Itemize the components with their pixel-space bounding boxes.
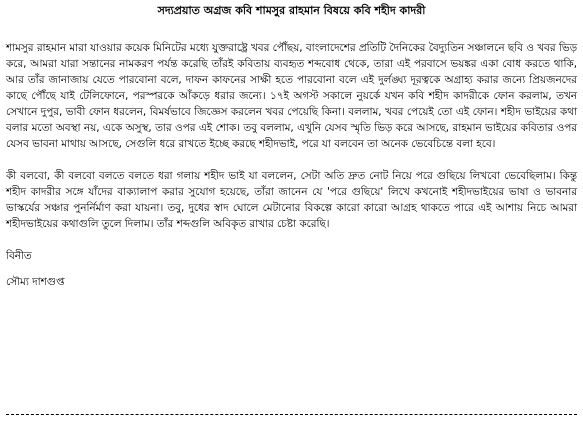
paragraph-intro: শামসুর রাহমান মারা যাওয়ার কয়েক মিনিটের মধ্যে যুক্তরাষ্ট্রে খবর পৌঁছয়, বাংলাদেশের প্রতিটি দৈনিকের বৈদ্যুতিন সঞ্চালনে ছবি ও খবর ভিড় করে, আমরা যারা সন্তানের নামকরণ পর্যন্ত করেছি তাঁরই কবিতায় ব্যবহৃত শব্দবোধ থেকে, তারা এই পরবাসে ভয়ঙ্কর একা বোধ করতে থাকি, আর তাঁর জানাজায় যেতে পারবোনা বলে, দাফন কাফনের সাক্ষী হতে পারবোনা বলে এই দুর্লঙ্ঘ্য দূরত্বকে অগ্রাহ্য করার জন্যে প্রিয়জনদের কাছে পৌঁছে যাই টেলিফোনে, পরস্পরকে আঁকড়ে ধরার জন্যে। ১৭ই অগস্ট সকালে নুয়র্কে যখন কবি শহীদ কাদরীকে ফোন করলাম, তখন সেখানে দুপুর, ভাবী ফোন ধরলেন, বিমর্ষভাবে জিজ্ঞেস করলেন খবর পেয়েছি কিনা। বললাম, খবর পেয়েই তো এই ফোন। শহীদ ভাইয়ের কথা বলার মতো অবস্থা নয়, একে অসুস্থ, তার ওপর এই শোক। তবু বললাম, এখুনি যেসব স্মৃতি ভিড় করে আসছে, রাহমান ভাইয়ের কবিতার ওপর যেসব ভাবনা মাথায় আসছে, সেগুলি ধরে রাখতে ইচ্ছে করছে শহীদভাই, পরে যা বলবেন তা অনেক ভেবেচিন্তে বলা হবে। [6, 42, 577, 150]
paragraph-spacer [6, 232, 577, 248]
paragraph-notes: কী বলবো, কী বলবো বলতে বলতে ধরা গলায় শহীদ ভাই যা বললেন, সেটা অতি দ্রুত নোট নিয়ে পরে গুছিয়ে লিখবো ভেবেছিলাম। কিন্তু শহীদ কাদরীর সঙ্গে যাঁদের বাক্যালাপ করার সুযোগ হয়েছে, তাঁরা জানেন যে 'পরে গুছিয়ে' লিখে কখনোই শহীদভাইয়ের ভাষা ও ভাবনার ভাস্কর্যের সঞ্চার পুনর্নির্মাণ করা যায়না। তবু, দুধের স্বাদ ঘোলে মেটানোর বিকল্পে কারো কারো আগ্রহ থাকতে পারে এই আশায় নিচে আমরা শহীদভাইয়ের কথাগুলি তুলে দিলাম। তাঁর শব্দগুলি অবিকৃত রাখার চেষ্টা করেছি। [6, 170, 577, 230]
paragraph-spacer [6, 152, 577, 168]
closing-text: বিনীত [6, 250, 32, 262]
author-signature: সৌম্য দাশগুপ্ত [6, 276, 65, 288]
signoff-spacer [6, 264, 577, 274]
dashed-divider [6, 414, 577, 415]
page-title: সদ্যপ্রয়াত অগ্রজ কবি শামসুর রাহমান বিষয়ে কবি শহীদ কাদরী [157, 4, 426, 17]
